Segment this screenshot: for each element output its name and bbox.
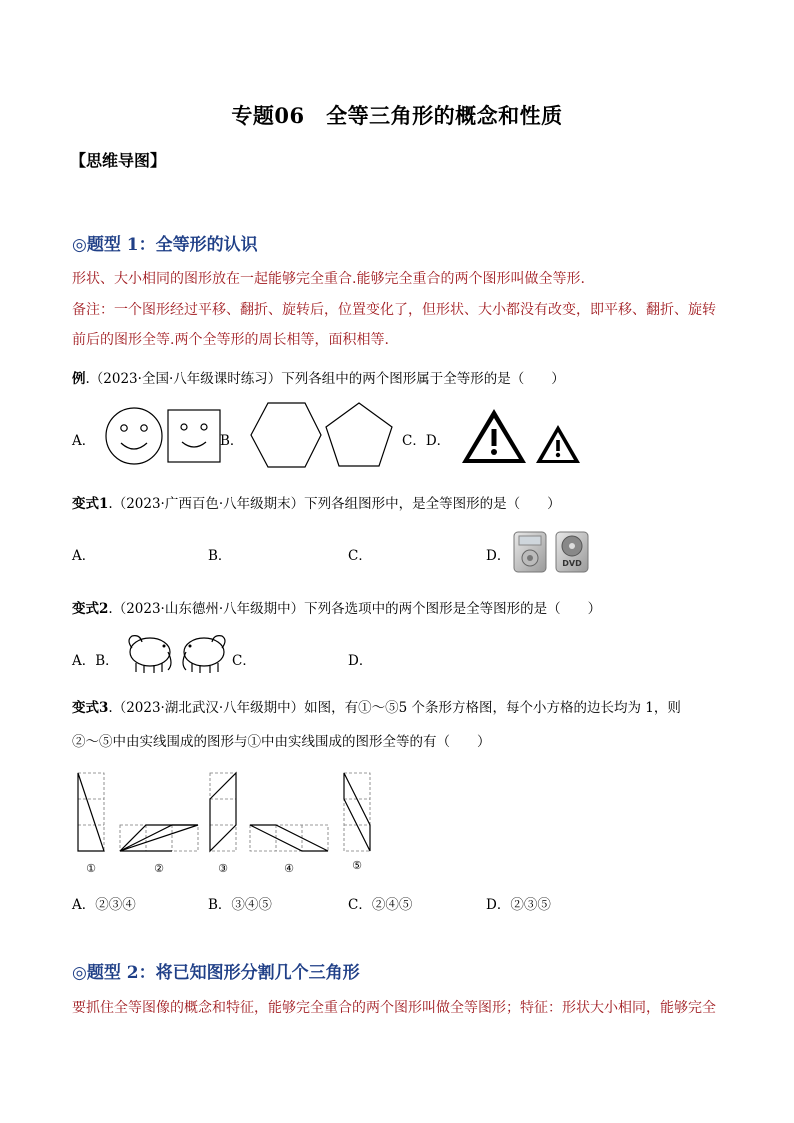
- right-elephant: [183, 636, 225, 673]
- example-option-cd[interactable]: C．D．: [402, 433, 451, 449]
- square-face-left-eye: [181, 424, 187, 430]
- example-question: [72, 367, 565, 387]
- grid-figure-5: [344, 773, 370, 851]
- v2-option-c[interactable]: C．: [232, 653, 256, 669]
- v3-question: [72, 696, 681, 716]
- strip-grid-figure: [72, 768, 382, 878]
- dvd-label: DVD: [562, 559, 582, 568]
- grid-label-1: ①: [86, 862, 96, 875]
- mindmap-label: 【思维导图】: [70, 151, 167, 170]
- example-option-b[interactable]: B．: [220, 433, 244, 449]
- pentagon-shape: [326, 403, 392, 466]
- grid-figure-4: [250, 825, 328, 851]
- round-face-outline: [106, 408, 162, 464]
- v2-option-ab[interactable]: A．B．: [72, 653, 119, 669]
- v3-prefix: 变式3: [72, 700, 109, 716]
- section1-line1: 形状、大小相同的图形放在一起能够完全重合.能够完全重合的两个图形叫做全等形.: [72, 271, 585, 287]
- grid-figure-2: [120, 825, 198, 851]
- example-text: .（2023·全国·八年级课时练习）下列各组中的两个图形属于全等形的是（ ）: [85, 371, 565, 387]
- v3-option-b[interactable]: B．③④⑤: [208, 897, 272, 913]
- grid-figure-3: [210, 773, 236, 851]
- grid-label-3: ③: [218, 862, 228, 875]
- v1-question: [72, 492, 561, 512]
- v1-option-c[interactable]: C．: [348, 548, 372, 564]
- square-face-smile: [182, 442, 206, 447]
- v2-question: [72, 597, 601, 617]
- v1-option-b[interactable]: B．: [208, 548, 232, 564]
- v3-question-line2: ②～⑤中由实线围成的图形与①中由实线围成的图形全等的有（ ）: [72, 734, 491, 750]
- hexagon-pentagon-figure: [248, 400, 398, 472]
- v3-option-a[interactable]: A．②③④: [72, 897, 136, 913]
- grid-label-5: ⑤: [352, 859, 362, 872]
- warning-signs-figure: [460, 405, 585, 467]
- v2-option-d[interactable]: D．: [348, 653, 373, 669]
- v1-option-d[interactable]: D．: [486, 548, 511, 564]
- v3-option-c[interactable]: C．②④⑤: [348, 897, 413, 913]
- hexagon-shape: [251, 403, 321, 467]
- grid-figure-1: [78, 773, 104, 851]
- section1-line2: 备注：一个图形经过平移、翻折、旋转后，位置变化了，但形状、大小都没有改变，即平移、翻折、旋转: [72, 302, 716, 318]
- round-face-smile: [121, 443, 147, 449]
- round-face-left-eye: [121, 425, 127, 431]
- v2-text: .（2023·山东德州·八年级期中）下列各选项中的两个图形是全等图形的是（ ）: [108, 601, 602, 617]
- section2-heading: ◎题型 2：将已知图形分割几个三角形: [72, 963, 360, 983]
- section1-line3: 前后的图形全等.两个全等形的周长相等，面积相等.: [72, 332, 389, 348]
- page-title: 专题06 全等三角形的概念和性质: [231, 103, 563, 128]
- v2-prefix: 变式2: [72, 601, 109, 617]
- section2-line1: 要抓住全等图像的概念和特征，能够完全重合的两个图形叫做全等图形；特征：形状大小相同，能够完全: [72, 1000, 716, 1016]
- v1-option-a[interactable]: A．: [72, 548, 96, 564]
- square-face-outline: [168, 410, 220, 462]
- round-face-right-eye: [141, 425, 147, 431]
- left-elephant: [129, 636, 171, 673]
- grid-label-4: ④: [284, 862, 294, 875]
- example-prefix: 例: [72, 371, 86, 387]
- v1-prefix: 变式1: [72, 496, 109, 512]
- elephants-figure: [122, 630, 232, 676]
- section1-heading: ◎题型 1：全等形的认识: [72, 235, 258, 255]
- grid-label-2: ②: [154, 862, 164, 875]
- media-player-icons-figure: [512, 530, 592, 574]
- square-face-right-eye: [201, 424, 207, 430]
- v3-text: .（2023·湖北武汉·八年级期中）如图，有①～⑤5 个条形方格图，每个小方格的边长均为 1，则: [108, 700, 681, 716]
- example-option-a[interactable]: A．: [72, 433, 96, 449]
- smiley-faces-figure: [102, 405, 222, 467]
- v3-option-d[interactable]: D．②③⑤: [486, 897, 551, 913]
- v1-text: .（2023·广西百色·八年级期末）下列各组图形中，是全等图形的是（ ）: [108, 496, 561, 512]
